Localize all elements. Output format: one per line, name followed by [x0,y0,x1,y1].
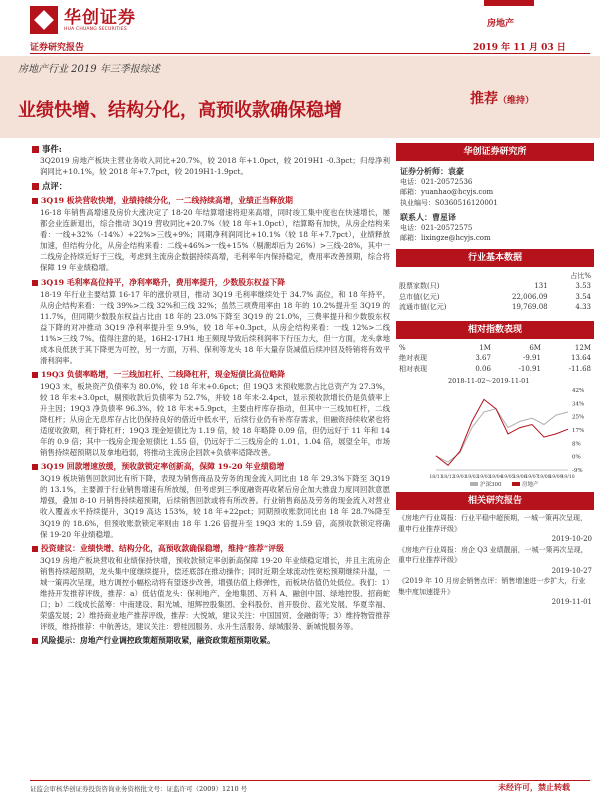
table-row: 流通市值(亿元) 19,769.08 4.33 [399,303,591,311]
bullet-icon [32,546,38,552]
para-heading-3: 19Q3 负债率略增，一三线加杠杆、二线降杠杆，现金短债比高位略降 [32,369,390,380]
rating-note: （维持） [498,96,535,106]
analyst-email[interactable]: 邮箱：yuanhao@hcyjs.com [400,188,494,196]
logo-mark-icon [30,6,58,34]
analyst-phone: 电话：021-20572536 [400,177,473,186]
y-tick-label: 25% [572,414,585,421]
x-tick-label: 19/09 [549,475,563,480]
rating [470,88,534,108]
related-report-date: 2019-10-27 [551,566,592,575]
para-body-2: 18-19 年行业主要结算 16-17 年的涨价项目，推动 3Q19 毛利率继续处于 34.7% 高位，和 18 年持平，从房企结构来看：一线 39%>二线 32%和三线 32%；虽然三项费用率由 18 年的 10.2%提升至 3Q19 的 11.7%，但同期少数股东权益占比由 18 年的 23.0%下降至 3Q19 的 21.0%，三费率提升和少数股东权益下降的对冲推动 3Q19 净利率提升至 9.9%，较 18 年+0.3pct，从房企结构来看：一线 12%>二线 11%>三线 7%。值得注意的是，16H2-17H1 地王频现导致后续利润率下行压力大，但一方面，龙头拿地成本良低狭于其下降更为可控，另一方面，万科、保利等龙头 18 年大量存货减值后续冲回及特销将有效平滑利润率。 [40,289,390,365]
legend-label: 房地产 [522,482,539,488]
table-row [396,271,594,282]
y-tick-label: 42% [572,388,585,394]
related-reports [396,510,594,611]
legend-swatch [512,482,520,486]
top-tab-decoration [484,0,534,6]
footer-divider [30,780,590,781]
bullet-icon [32,183,39,190]
x-tick-label: 19/02 [465,475,479,480]
report-title: 业绩快增、结构分化，高预收款确保稳增 [18,100,342,121]
x-tick-label: 19/10 [561,475,575,480]
unit-label: 占比% [570,271,591,280]
main-content [32,143,390,647]
y-tick-label: 8% [572,441,581,448]
related-report-title[interactable]: 《房地产行业周报：房企 Q3 业绩靓丽，一城一策再次呈现，重申行业推荐评级》 [398,545,588,564]
x-tick-label: 19/07 [525,475,539,480]
x-tick-label: 19/03 [477,475,491,480]
header-divider [30,53,590,54]
x-tick-label: 19/04 [489,475,503,480]
company-logo [30,6,136,34]
rating-value: 推荐 [470,91,498,107]
x-tick-label: 19/08 [537,475,551,480]
x-tick-label: 18/12 [441,475,455,480]
report-date: 2019 年 11 月 03 日 [473,43,566,53]
para-heading-1: 3Q19 板块营收快增，业绩持续分化，一二线持续高增，业绩正当释放期 [32,195,390,206]
footer-license: 证监会审核华创证券投资咨询业务资格批文号：证监许可（2009）1210 号 [30,785,248,793]
relative-perf-table [396,343,594,375]
contact-phone: 电话：021-20572575 [400,223,473,232]
para-body-3: 19Q3 末，板块资产负债率为 80.0%，较 18 年末+0.6pct；但 19Q3 末预收账款占比总资产为 27.3%，较 18 年末+3.0pct，剔预收款后负债率为 52.7%，并较 18 年末-2.4pct，显示预收款增长仍是负债率上升主因；19Q3 净负债率 96.3%，较 18 年末+5.9pct，主要由杆库存指动，但其中一三线加杠杆，二线降杠杆；从房企无息库存占比仍保持良好的借近中低水平，后续行业仍有补库存需求，但融资持续收紧也将适度收敛期，利于降杠杆；19Q3 现金短债比为 1.19 倍，较 18 年略降 0.09 倍，但仍远好于 11 年和 14 年的 0.9 倍；其中一线房企现金短债比 1.55 倍，仍远好于二三线房企的 1.01、1.04 倍，展望全年，市场销售持续超预期以及拿地趋弱，将推动主流房企回款+负债率适降改善。 [40,381,390,458]
bullet-icon [32,146,39,153]
logo-cn-text: 华创证券 [64,7,136,28]
related-report-title[interactable]: 《2019 年 10 月房企销售点评：销售增速进一步扩大，行业集中度加速提升》 [398,577,586,596]
table-row: 绝对表现 3.67 -9.91 13.64 [399,354,591,362]
x-tick-label: 18/11 [429,475,443,480]
para-heading-5: 投资建议：业绩快增、结构分化，高预收款确保稳增，维持“推荐”评级 [32,543,390,554]
performance-chart [396,374,594,492]
bullet-icon [32,464,38,470]
y-tick-label: -9% [572,468,583,474]
para-heading-4: 3Q19 回款增速放缓，预收款锁定率创新高，保障 19-20 年业绩稳增 [32,461,390,472]
events-text: 3Q2019 房地产板块主营业务收入同比+20.7%，较 2018 年+1.0pct，较 2019H1 -0.3pct；归母净利润同比+10.1%，较 2018 年+7.7pct，较 2019H1-1.9pct。 [40,156,390,177]
sidebar [396,143,594,611]
basic-data-bar: 行业基本数据 [396,249,594,267]
y-tick-label: 17% [572,428,585,434]
report-category: 房地产 [487,19,515,29]
legend-swatch [470,482,478,486]
y-tick-label: 0% [572,454,581,461]
bullet-icon [32,198,38,204]
performance-chart-svg [396,374,594,492]
risk-warning: 风险提示：房地产行业调控政策超预期收紧，融资政策超预期收紧。 [32,635,390,646]
y-tick-label: 34% [572,401,585,408]
x-tick-label: 19/05 [501,475,515,480]
comment-heading: 点评： [32,181,390,192]
chart-title: 2018-11-02～2019-11-01 [448,377,530,385]
bullet-icon [32,280,38,286]
related-report-date: 2019-10-20 [551,535,592,543]
bullet-icon [32,638,38,644]
analyst-cert: 执业编号：S0360516120001 [400,198,498,207]
para-body-1: 16-18 年销售高增速及房价大涨决定了 18-20 年结算增速将迎来高增，同时竣工集中度也在快速增长，屡都会业连新退出，综合推动 3Q19 营收同比+20.7%（较 18 年+1.0pct），结算略有加快，从房企结构来看：一线+32%（-14%）+22%>三线+9%；同期净利润同比+10.1%（较 18 年+7.7pct），业绩释放加速，但结构分化，从房企结构来看：二线+46%>一线+15%（剔潮却后为 26%）>三线-28%，其中一二线房企持续近好于三线，考虑到主流房企数据持续高增，毛利率年内保持稳定，费用率改善预期，综合将保障 19 年业绩稳增。 [40,208,390,273]
bullet-icon [32,372,38,378]
table-row: % 1M 6M 12M [399,343,591,352]
report-subtitle: 房地产行业 2019 年三季报综述 [18,64,160,75]
footer-copyright: 未经许可，禁止转载 [498,782,570,792]
para-body-5: 3Q19 房地产板块营收和业绩保持快增，预收款锁定率创新高保障 19-20 年业绩稳定增长，并且主流房企销售持续超预期，龙头集中度继续提升，偿还底部在推动操作；同时近期全球流动性宽松预期继续升温，一城一策再次呈现，地方调控小幅松动将有望逐步改善，增强估值上修弹性，而板块估值仍处低位。我们：1）维持开发推荐评级，推荐：a）低估值龙头：保利地产、金地集团、万科 A、融创中国、绿地控股、招商蛇口；b）二线成长蓝筹：中南建设、阳光城、旭辉控股集团、金科股份、首开股份、蓝光发展、华夏幸福、荣盛发展；2）维持商业地产推荐评级，推荐：大悦城，建议关注：中国国贸、金融街等；3）维持物管推荐评级，维持推荐：中航善达，建议关注：碧桂园服务、永升生活服务、绿城服务、新城悦服务等。 [40,555,390,631]
relative-perf-bar: 相对指数表现 [396,321,594,339]
research-institute-bar: 华创证券研究所 [396,143,594,161]
table-row: 相对表现 0.06 -10.91 -11.68 [399,364,591,373]
legend-label: 沪深300 [480,482,502,488]
related-reports-bar: 相关研究报告 [396,492,594,510]
series-line [436,399,568,465]
para-body-4: 3Q19 板块销售回款同比有所下降，表现为销售商品及劳务的现金流入同比由 18 年 29.3%下降至 3Q19 的 13.1%，主要源于行业销售增速有所放缓，但考虑到三季度融资再收紧后房企加大推盘力度同回款意愿增强，叠加 8-10 月销售持续超预期，后续销售回款或将有所改善。行业销售商品及劳务的现金流入对营业收入覆盖水平持续提升，3Q19 高达 153%，较 18 年+22pct；同期预收账款同比由 18 年 28.7%降至 3Q19 的 18.6%，但预收账款锁定率则由 18 年 1.26 倍提升至 19Q3 末的 1.59 倍，高预收款锁定将确保 19-20 年业绩稳增。 [40,474,390,539]
basic-data-table [396,271,594,313]
x-tick-label: 19/01 [453,475,467,480]
analyst-info [396,161,594,249]
events-heading: 事件: [32,144,390,155]
related-report-date: 2019-11-01 [551,598,592,606]
contact-email[interactable]: 邮箱：lixingze@hcyjs.com [400,234,491,242]
related-report-title[interactable]: 《房地产行业周报：行业平稳中超预期，一城一策再次呈现，重申行业推荐评级》 [398,514,587,533]
para-heading-2: 3Q19 毛利率高位持平，净利率略升，费用率提升，少数股东权益下降 [32,277,390,288]
analyst-name: 证券分析师：袁豪 [400,166,464,176]
x-tick-label: 19/06 [513,475,527,480]
table-row: 股票家数(只) 131 3.53 [399,282,591,290]
table-row: 总市值(亿元) 22,006.09 3.54 [399,292,591,301]
logo-en-text: HUA CHUANG SECURITIES [64,26,127,32]
contact-name: 联系人：曹星译 [400,212,456,222]
report-type: 证券研究报告 [30,43,85,53]
